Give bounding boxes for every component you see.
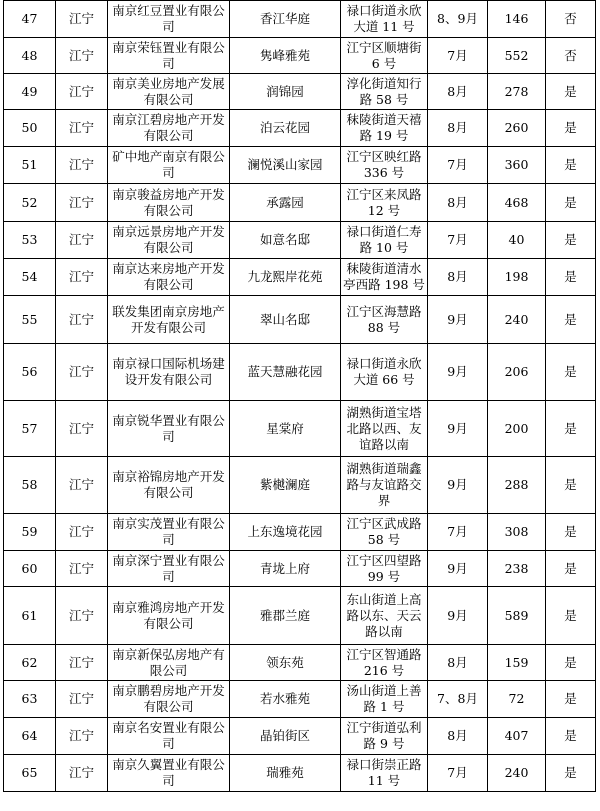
project-location: 东山街道上高路以东、天云路以南 [341, 587, 428, 645]
project-location: 禄口街道仁寿路 10 号 [341, 222, 428, 259]
sale-months: 8月 [428, 259, 488, 296]
project-location: 江宁区智通路 216 号 [341, 645, 428, 681]
row-number: 55 [4, 296, 56, 344]
yes-no-flag: 是 [546, 344, 596, 401]
table-row [4, 551, 596, 587]
project-name: 瑞雅苑 [230, 755, 341, 792]
table-row [4, 344, 596, 401]
yes-no-flag: 是 [546, 457, 596, 514]
project-location: 禄口街道永欣大道 66 号 [341, 344, 428, 401]
row-number: 49 [4, 74, 56, 110]
yes-no-flag: 否 [546, 38, 596, 74]
project-location: 禄口街崇正路 11 号 [341, 755, 428, 792]
project-location: 江宁区海慧路 88 号 [341, 296, 428, 344]
district: 江宁 [56, 755, 108, 792]
yes-no-flag: 是 [546, 401, 596, 457]
row-number: 60 [4, 551, 56, 587]
yes-no-flag: 是 [546, 645, 596, 681]
row-number: 63 [4, 681, 56, 718]
row-number: 62 [4, 645, 56, 681]
yes-no-flag: 是 [546, 587, 596, 645]
sale-months: 7月 [428, 755, 488, 792]
district: 江宁 [56, 184, 108, 222]
yes-no-flag: 否 [546, 1, 596, 38]
row-number: 59 [4, 514, 56, 551]
developer-name: 南京裕锦房地产开发有限公司 [108, 457, 230, 514]
sale-months: 9月 [428, 551, 488, 587]
developer-name: 南京达来房地产开发有限公司 [108, 259, 230, 296]
developer-name: 南京江碧房地产开发有限公司 [108, 110, 230, 147]
unit-count: 200 [488, 401, 546, 457]
yes-no-flag: 是 [546, 681, 596, 718]
unit-count: 278 [488, 74, 546, 110]
unit-count: 468 [488, 184, 546, 222]
developer-name: 南京美业房地产发展有限公司 [108, 74, 230, 110]
row-number: 50 [4, 110, 56, 147]
housing-project-table [3, 0, 596, 792]
sale-months: 9月 [428, 344, 488, 401]
project-name: 翠山名邸 [230, 296, 341, 344]
yes-no-flag: 是 [546, 259, 596, 296]
project-location: 淳化街道知行路 58 号 [341, 74, 428, 110]
sale-months: 7月 [428, 147, 488, 184]
yes-no-flag: 是 [546, 184, 596, 222]
district: 江宁 [56, 457, 108, 514]
unit-count: 260 [488, 110, 546, 147]
unit-count: 159 [488, 645, 546, 681]
table-row [4, 110, 596, 147]
project-location: 秣陵街道天禧路 19 号 [341, 110, 428, 147]
district: 江宁 [56, 718, 108, 755]
table-row [4, 401, 596, 457]
project-name: 澜悦溪山家园 [230, 147, 341, 184]
sale-months: 8月 [428, 74, 488, 110]
project-location: 江宁区四望路 99 号 [341, 551, 428, 587]
table-row [4, 755, 596, 792]
district: 江宁 [56, 344, 108, 401]
sale-months: 9月 [428, 457, 488, 514]
yes-no-flag: 是 [546, 551, 596, 587]
row-number: 61 [4, 587, 56, 645]
table-row [4, 74, 596, 110]
row-number: 52 [4, 184, 56, 222]
district: 江宁 [56, 222, 108, 259]
table-row [4, 457, 596, 514]
project-location: 江宁区武成路 58 号 [341, 514, 428, 551]
district: 江宁 [56, 110, 108, 147]
project-name: 承露园 [230, 184, 341, 222]
district: 江宁 [56, 74, 108, 110]
project-name: 九龙熙岸花苑 [230, 259, 341, 296]
unit-count: 146 [488, 1, 546, 38]
project-name: 紫樾澜庭 [230, 457, 341, 514]
unit-count: 589 [488, 587, 546, 645]
sale-months: 8月 [428, 645, 488, 681]
project-location: 汤山街道上善路 1 号 [341, 681, 428, 718]
unit-count: 552 [488, 38, 546, 74]
row-number: 48 [4, 38, 56, 74]
row-number: 65 [4, 755, 56, 792]
yes-no-flag: 是 [546, 755, 596, 792]
developer-name: 南京实茂置业有限公司 [108, 514, 230, 551]
yes-no-flag: 是 [546, 147, 596, 184]
developer-name: 南京骏益房地产开发有限公司 [108, 184, 230, 222]
sale-months: 8月 [428, 184, 488, 222]
project-name: 雅郡兰庭 [230, 587, 341, 645]
table-row [4, 681, 596, 718]
project-name: 青垅上府 [230, 551, 341, 587]
sale-months: 9月 [428, 587, 488, 645]
unit-count: 240 [488, 296, 546, 344]
table-row [4, 1, 596, 38]
developer-name: 南京名安置业有限公司 [108, 718, 230, 755]
project-location: 江宁区顺塘街 6 号 [341, 38, 428, 74]
project-location: 秣陵街道清水亭西路 198 号 [341, 259, 428, 296]
sale-months: 8月 [428, 110, 488, 147]
project-name: 润锦园 [230, 74, 341, 110]
project-name: 星棠府 [230, 401, 341, 457]
unit-count: 238 [488, 551, 546, 587]
district: 江宁 [56, 147, 108, 184]
project-name: 如意名邸 [230, 222, 341, 259]
project-name: 蓝天慧融花园 [230, 344, 341, 401]
unit-count: 308 [488, 514, 546, 551]
sale-months: 7、8月 [428, 681, 488, 718]
district: 江宁 [56, 551, 108, 587]
table-row [4, 645, 596, 681]
developer-name: 南京鹏碧房地产开发有限公司 [108, 681, 230, 718]
row-number: 47 [4, 1, 56, 38]
developer-name: 矿中地产南京有限公司 [108, 147, 230, 184]
unit-count: 240 [488, 755, 546, 792]
project-name: 泊云花园 [230, 110, 341, 147]
project-name: 晶铂街区 [230, 718, 341, 755]
yes-no-flag: 是 [546, 514, 596, 551]
table-row [4, 514, 596, 551]
row-number: 51 [4, 147, 56, 184]
district: 江宁 [56, 645, 108, 681]
yes-no-flag: 是 [546, 718, 596, 755]
yes-no-flag: 是 [546, 222, 596, 259]
unit-count: 206 [488, 344, 546, 401]
project-location: 湖熟街道宝塔北路以西、友谊路以南 [341, 401, 428, 457]
unit-count: 407 [488, 718, 546, 755]
unit-count: 40 [488, 222, 546, 259]
district: 江宁 [56, 259, 108, 296]
developer-name: 南京雅鸿房地产开发有限公司 [108, 587, 230, 645]
developer-name: 南京久翼置业有限公司 [108, 755, 230, 792]
district: 江宁 [56, 681, 108, 718]
yes-no-flag: 是 [546, 74, 596, 110]
row-number: 54 [4, 259, 56, 296]
district: 江宁 [56, 1, 108, 38]
developer-name: 南京禄口国际机场建设开发有限公司 [108, 344, 230, 401]
table-row [4, 222, 596, 259]
project-name: 隽峰雅苑 [230, 38, 341, 74]
developer-name: 南京深宁置业有限公司 [108, 551, 230, 587]
sale-months: 7月 [428, 514, 488, 551]
sale-months: 9月 [428, 296, 488, 344]
project-location: 江宁区映红路 336 号 [341, 147, 428, 184]
project-name: 领东苑 [230, 645, 341, 681]
project-location: 江宁区来凤路 12 号 [341, 184, 428, 222]
project-location: 禄口街道永欣大道 11 号 [341, 1, 428, 38]
project-name: 香江华庭 [230, 1, 341, 38]
unit-count: 72 [488, 681, 546, 718]
developer-name: 南京新保弘房地产有限公司 [108, 645, 230, 681]
project-location: 江宁街道弘利路 9 号 [341, 718, 428, 755]
unit-count: 360 [488, 147, 546, 184]
developer-name: 南京锐华置业有限公司 [108, 401, 230, 457]
row-number: 58 [4, 457, 56, 514]
district: 江宁 [56, 296, 108, 344]
district: 江宁 [56, 514, 108, 551]
sale-months: 8月 [428, 718, 488, 755]
row-number: 57 [4, 401, 56, 457]
table-row [4, 38, 596, 74]
sale-months: 7月 [428, 222, 488, 259]
yes-no-flag: 是 [546, 110, 596, 147]
table-body [4, 1, 596, 792]
developer-name: 南京红豆置业有限公司 [108, 1, 230, 38]
district: 江宁 [56, 587, 108, 645]
district: 江宁 [56, 401, 108, 457]
sale-months: 8、9月 [428, 1, 488, 38]
yes-no-flag: 是 [546, 296, 596, 344]
table-row [4, 147, 596, 184]
table-row [4, 184, 596, 222]
row-number: 53 [4, 222, 56, 259]
project-name: 若水雅苑 [230, 681, 341, 718]
unit-count: 198 [488, 259, 546, 296]
table-row [4, 296, 596, 344]
project-location: 湖熟街道瑞鑫路与友谊路交界 [341, 457, 428, 514]
sale-months: 9月 [428, 401, 488, 457]
row-number: 64 [4, 718, 56, 755]
developer-name: 联发集团南京房地产开发有限公司 [108, 296, 230, 344]
table-row [4, 259, 596, 296]
sale-months: 7月 [428, 38, 488, 74]
project-name: 上东逸境花园 [230, 514, 341, 551]
developer-name: 南京远景房地产开发有限公司 [108, 222, 230, 259]
table-row [4, 718, 596, 755]
developer-name: 南京荣钰置业有限公司 [108, 38, 230, 74]
table-row [4, 587, 596, 645]
unit-count: 288 [488, 457, 546, 514]
row-number: 56 [4, 344, 56, 401]
district: 江宁 [56, 38, 108, 74]
